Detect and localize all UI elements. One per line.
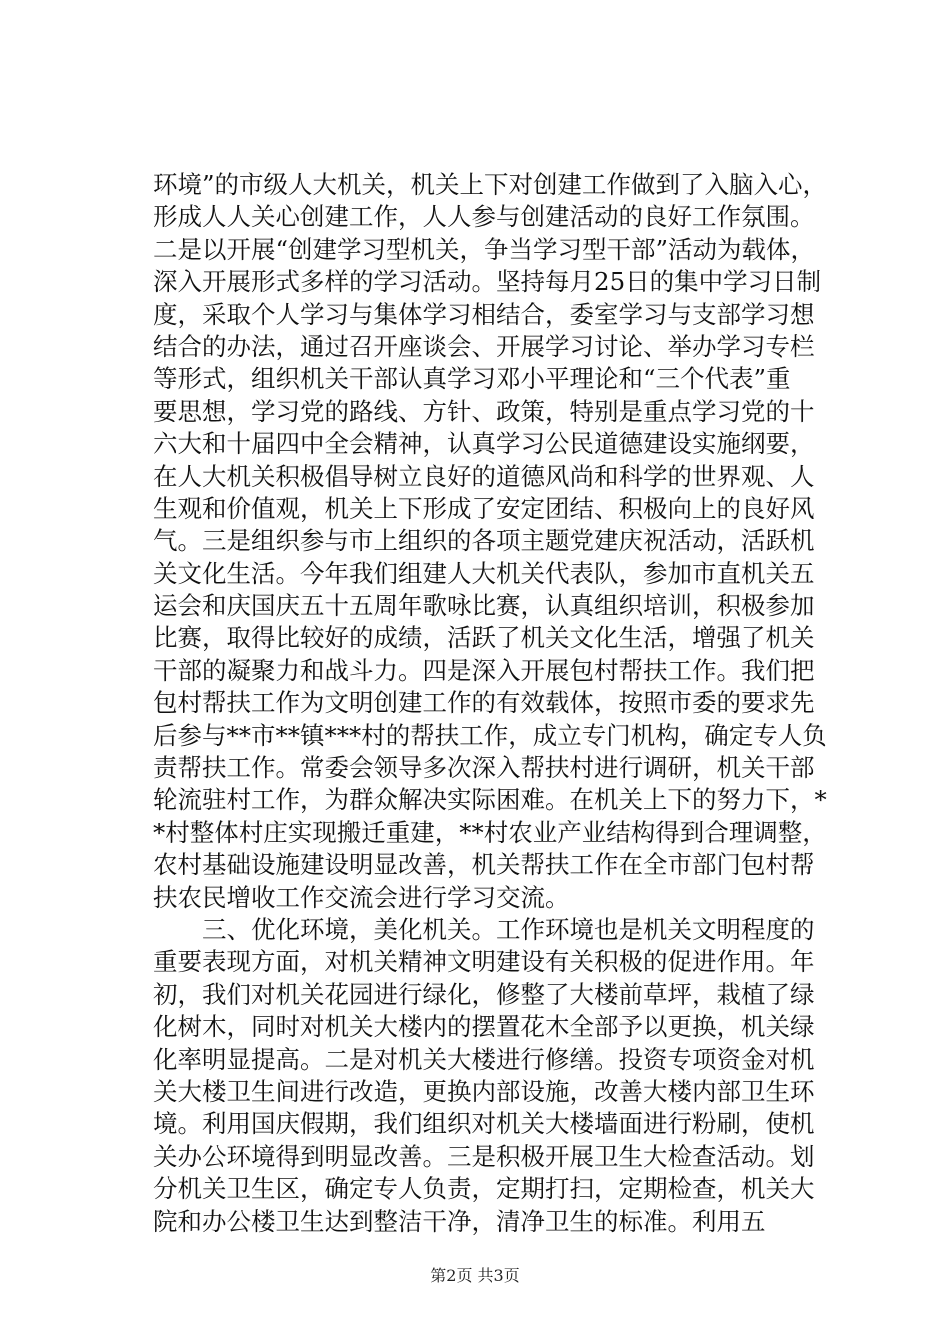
text-line: 环境”的市级人大机关，机关上下对创建工作做到了入脑入心， xyxy=(153,170,828,199)
text-line: 二是以开展“创建学习型机关，争当学习型干部”活动为载体， xyxy=(153,234,816,264)
text-line: 关办公环境得到明显改善。三是积极开展卫生大检查活动。划 xyxy=(153,1141,815,1171)
text-line: 院和办公楼卫生达到整洁干净，清净卫生的标准。利用五 xyxy=(153,1206,766,1236)
text-line: 等形式，组织机关干部认真学习邓小平理论和“三个代表”重 xyxy=(153,364,791,394)
text-line: 农村基础设施建设明显改善，机关帮扶工作在全市部门包村帮 xyxy=(153,850,815,880)
text-line: 深入开展形式多样的学习活动。坚持每月25日的集中学习日制 xyxy=(153,267,822,297)
text-line: 形成人人关心创建工作，人人参与创建活动的良好工作氛围。 xyxy=(153,202,815,232)
text-line: 关大楼卫生间进行改造，更换内部设施，改善大楼内部卫生环 xyxy=(153,1076,815,1106)
text-line: 重要表现方面，对机关精神文明建设有关积极的促进作用。年 xyxy=(153,947,815,977)
text-line: 轮流驻村工作，为群众解决实际困难。在机关上下的努力下，* xyxy=(153,785,827,815)
text-line: 在人大机关积极倡导树立良好的道德风尚和科学的世界观、人 xyxy=(153,461,815,491)
body-text xyxy=(153,169,828,1238)
section-heading-line: 三、优化环境，美化机关。工作环境也是机关文明程度的 xyxy=(202,914,815,944)
text-line: 结合的办法，通过召开座谈会、开展学习讨论、举办学习专栏 xyxy=(153,331,815,361)
text-line: 运会和庆国庆五十五周年歌咏比赛，认真组织培训，积极参加 xyxy=(153,591,815,621)
text-line: 包村帮扶工作为文明创建工作的有效载体，按照市委的要求先 xyxy=(153,688,815,718)
text-line: 气。三是组织参与市上组织的各项主题党建庆祝活动，活跃机 xyxy=(153,526,815,556)
text-line: 生观和价值观，机关上下形成了安定团结、积极向上的良好风 xyxy=(153,493,815,523)
page-footer xyxy=(0,1266,950,1286)
text-line: 境。利用国庆假期，我们组织对机关大楼墙面进行粉刷，使机 xyxy=(153,1109,815,1139)
text-line: 化率明显提高。二是对机关大楼进行修缮。投资专项资金对机 xyxy=(153,1044,815,1074)
text-line: 分机关卫生区，确定专人负责，定期打扫，定期检查，机关大 xyxy=(153,1174,815,1204)
text-line: 责帮扶工作。常委会领导多次深入帮扶村进行调研，机关干部 xyxy=(153,753,815,783)
text-line: 关文化生活。今年我们组建人大机关代表队，参加市直机关五 xyxy=(153,558,815,588)
text-line: *村整体村庄实现搬迁重建，**村农业产业结构得到合理调整， xyxy=(153,817,827,847)
text-line: 扶农民增收工作交流会进行学习交流。 xyxy=(153,882,570,912)
text-line: 后参与**市**镇***村的帮扶工作，成立专门机构，确定专人负 xyxy=(153,720,827,750)
text-line: 化树木，同时对机关大楼内的摆置花木全部予以更换，机关绿 xyxy=(153,1012,815,1042)
text-line: 初，我们对机关花园进行绿化，修整了大楼前草坪，栽植了绿 xyxy=(153,979,815,1009)
page-number: 第2页 共3页 xyxy=(430,1266,520,1285)
text-line: 干部的凝聚力和战斗力。四是深入开展包村帮扶工作。我们把 xyxy=(153,655,815,685)
text-line: 要思想，学习党的路线、方针、政策，特别是重点学习党的十 xyxy=(153,396,815,426)
text-line: 六大和十届四中全会精神，认真学习公民道德建设实施纲要， xyxy=(153,429,815,459)
text-line: 比赛，取得比较好的成绩，活跃了机关文化生活，增强了机关 xyxy=(153,623,815,653)
text-line: 度，采取个人学习与集体学习相结合，委室学习与支部学习想 xyxy=(153,299,815,329)
